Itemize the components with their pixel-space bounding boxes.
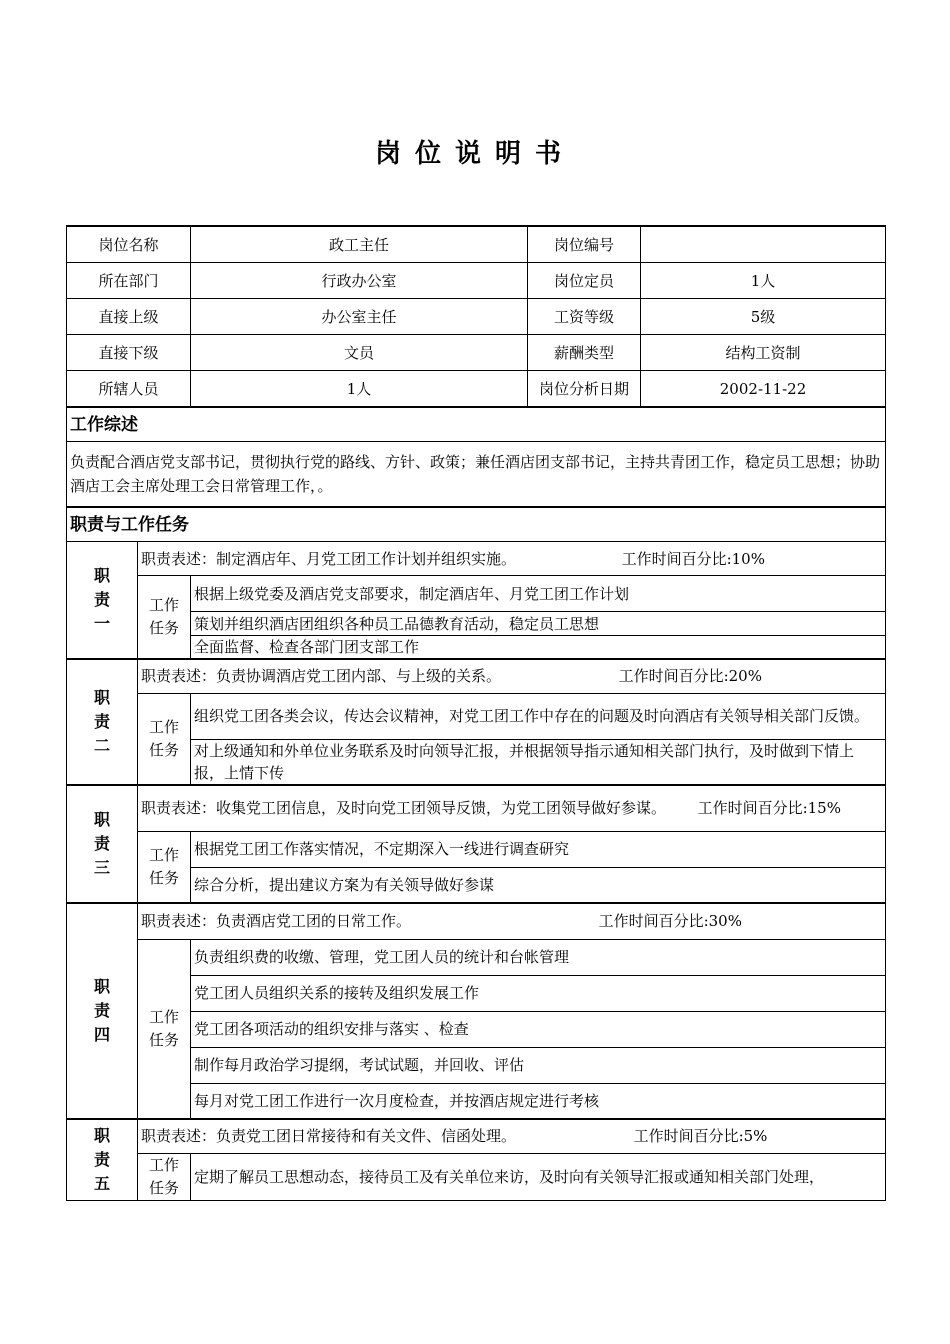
info-row (67, 371, 886, 408)
task-label-line: 任务 (149, 1178, 180, 1197)
duty-label (67, 542, 138, 660)
duty-label-char: 责 (93, 1001, 110, 1020)
duty-label-char: 职 (93, 688, 110, 707)
task-label-line: 任务 (149, 740, 180, 759)
duty-desc (138, 903, 886, 939)
table-body (67, 226, 886, 1200)
task-label-line: 任务 (149, 619, 180, 637)
task-label-line: 工作 (149, 845, 180, 864)
task-item: 定期了解员工思想动态，接待员工及有关单位来访，及时向有关领导汇报或通知相关部门处理， (191, 1153, 886, 1200)
section-heading-row (67, 407, 886, 442)
info-value: 1人 (191, 371, 528, 408)
task-row (67, 1153, 886, 1200)
section-heading-row (67, 507, 886, 542)
duty-desc-row (67, 903, 886, 939)
info-label: 工资等级 (528, 299, 641, 335)
summary-text: 负责配合酒店党支部书记，贯彻执行党的路线、方针、政策；兼任酒店团支部书记，主持共青团工作，稳定员工思想；协助酒店工会主席处理工会日常管理工作，。 (67, 442, 886, 508)
info-value: 2002-11-22 (641, 371, 886, 408)
duty-desc-row (67, 659, 886, 693)
task-item: 党工团各项活动的组织安排与落实 、检查 (191, 1011, 886, 1047)
task-label-line: 工作 (149, 596, 180, 614)
info-label: 薪酬类型 (528, 335, 641, 371)
task-item: 根据上级党委及酒店党支部要求，制定酒店年、月党工团工作计划 (191, 576, 886, 612)
task-item: 制作每月政治学习提纲，考试试题，并回收、评估 (191, 1047, 886, 1083)
info-label: 岗位编号 (528, 226, 641, 263)
info-row (67, 299, 886, 335)
task-label-line: 任务 (149, 1030, 180, 1049)
task-item: 党工团人员组织关系的接转及组织发展工作 (191, 975, 886, 1011)
duty-desc-text: 职责表述：负责党工团日常接待和有关文件、信函处理。 (141, 1127, 517, 1146)
task-row (67, 939, 886, 975)
info-label: 岗位名称 (67, 226, 191, 263)
duty-label-char: 职 (93, 566, 110, 585)
duty-label-char: 责 (93, 1149, 110, 1169)
task-label-line: 工作 (149, 1155, 180, 1174)
info-label: 岗位分析日期 (528, 371, 641, 408)
duty-label (67, 785, 138, 903)
info-value: 文员 (191, 335, 528, 371)
task-row (67, 576, 886, 612)
duty-label-char: 五 (93, 1173, 110, 1193)
task-label-line: 任务 (149, 868, 180, 887)
duty-label-char: 责 (93, 590, 110, 609)
duty-desc-row (67, 785, 886, 831)
duty-pct: 工作时间百分比:15% (697, 799, 841, 818)
duty-pct: 工作时间百分比:20% (618, 667, 762, 686)
task-item: 策划并组织酒店团组织各种员工品德教育活动，稳定员工思想 (191, 612, 886, 636)
duty-desc (138, 659, 886, 693)
duty-label-char: 四 (93, 1025, 110, 1044)
info-row (67, 226, 886, 263)
duty-pct: 工作时间百分比:10% (621, 549, 765, 568)
duty-desc-row (67, 542, 886, 576)
duty-label (67, 659, 138, 785)
info-row (67, 335, 886, 371)
task-label-line: 工作 (149, 717, 180, 736)
task-label (138, 693, 191, 785)
duty-label-char: 职 (93, 810, 110, 829)
task-label (138, 831, 191, 903)
task-row (67, 831, 886, 867)
info-value: 1人 (641, 263, 886, 299)
task-item: 对上级通知和外单位业务联系及时向领导汇报，并根据领导指示通知相关部门执行，及时做到下情上报，上情下传 (191, 739, 886, 785)
task-label (138, 1153, 191, 1200)
duty-label (67, 903, 138, 1119)
duty-label-char: 责 (93, 712, 110, 731)
duty-desc-text: 职责表述：负责酒店党工团的日常工作。 (141, 912, 412, 931)
info-label: 所辖人员 (67, 371, 191, 408)
task-item: 每月对党工团工作进行一次月度检查，并按酒店规定进行考核 (191, 1083, 886, 1119)
page-title: 岗位说明书 (374, 139, 575, 169)
info-value: 办公室主任 (191, 299, 528, 335)
info-label: 直接上级 (67, 299, 191, 335)
duty-label-char: 二 (93, 736, 110, 755)
duty-pct: 工作时间百分比:5% (633, 1127, 768, 1146)
duties-heading: 职责与工作任务 (67, 507, 886, 542)
duty-label (67, 1119, 138, 1200)
task-label (138, 576, 191, 660)
info-row (67, 263, 886, 299)
duty-label-char: 一 (93, 614, 110, 633)
info-label: 直接下级 (67, 335, 191, 371)
duty-desc (138, 542, 886, 576)
duty-label-char: 职 (93, 977, 110, 996)
task-item: 负责组织费的收缴、管理，党工团人员的统计和台帐管理 (191, 939, 886, 975)
job-description-table (66, 225, 886, 1201)
duty-desc-text: 职责表述：负责协调酒店党工团内部、与上级的关系。 (141, 667, 502, 686)
duty-desc-text: 职责表述：制定酒店年、月党工团工作计划并组织实施。 (141, 549, 517, 568)
duty-desc (138, 785, 886, 831)
task-row (67, 693, 886, 739)
duty-label-char: 三 (93, 858, 110, 877)
info-value: 政工主任 (191, 226, 528, 263)
duty-desc-row (67, 1119, 886, 1153)
task-item: 组织党工团各类会议，传达会议精神，对党工团工作中存在的问题及时向酒店有关领导相关部门反馈。 (191, 693, 886, 739)
task-label (138, 939, 191, 1119)
duty-label-char: 职 (93, 1125, 110, 1145)
info-label: 岗位定员 (528, 263, 641, 299)
task-item: 综合分析，提出建议方案为有关领导做好参谋 (191, 867, 886, 903)
info-value: 结构工资制 (641, 335, 886, 371)
task-item: 根据党工团工作落实情况，不定期深入一线进行调查研究 (191, 831, 886, 867)
info-value (641, 226, 886, 263)
duty-desc-text: 职责表述：收集党工团信息，及时向党工团领导反馈，为党工团领导做好参谋。 (141, 799, 667, 818)
task-label-line: 工作 (149, 1007, 180, 1026)
summary-heading: 工作综述 (67, 407, 886, 442)
duty-label-char: 责 (93, 834, 110, 853)
info-value: 5级 (641, 299, 886, 335)
duty-desc (138, 1119, 886, 1153)
info-label: 所在部门 (67, 263, 191, 299)
task-item: 全面监督、检查各部门团支部工作 (191, 636, 886, 660)
duty-pct: 工作时间百分比:30% (598, 912, 742, 931)
summary-row (67, 442, 886, 508)
info-value: 行政办公室 (191, 263, 528, 299)
